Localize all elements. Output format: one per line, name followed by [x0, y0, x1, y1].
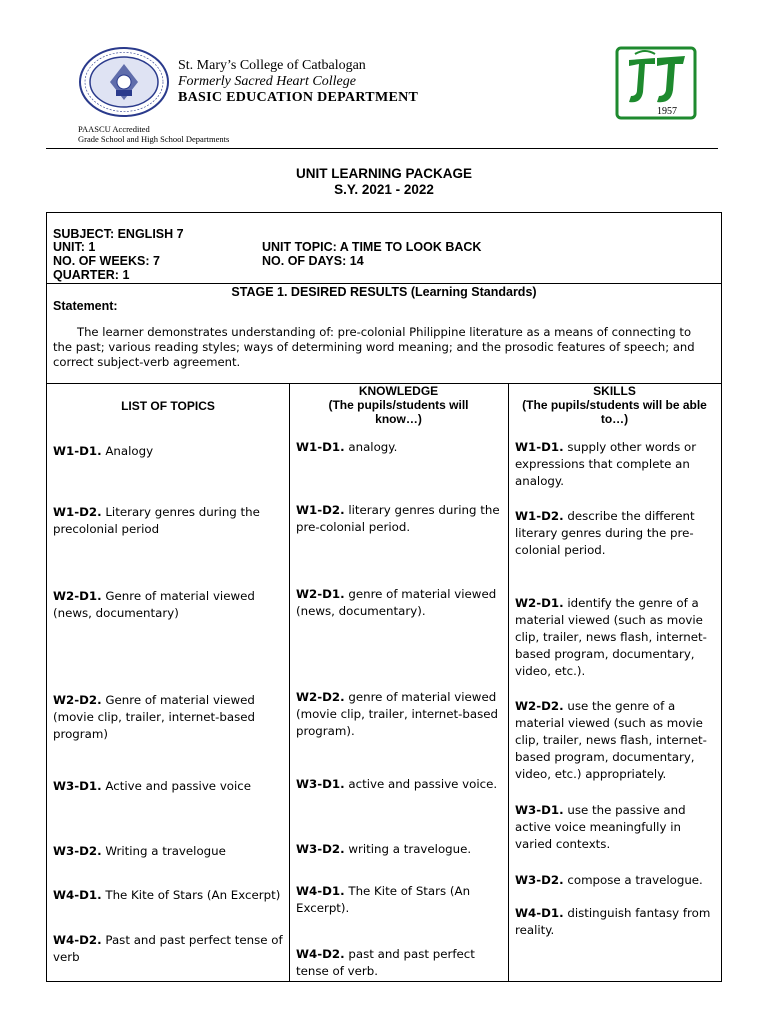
topics-item	[53, 778, 285, 795]
topics-item	[53, 843, 285, 860]
knowledge-item-text: genre of material viewed (news, documentary).	[296, 587, 497, 618]
skills-item-text: compose a travelogue.	[563, 873, 703, 887]
knowledge-item-code: W3-D1.	[296, 777, 345, 791]
topics-item	[53, 692, 285, 743]
unit-label: UNIT: 1	[53, 240, 96, 254]
skills-item-code: W1-D2.	[515, 509, 564, 523]
skills-item-code: W4-D1.	[515, 906, 564, 920]
accreditation-scope: Grade School and High School Departments	[78, 134, 230, 144]
topics-item-text: Past and past perfect tense of verb	[53, 933, 283, 964]
column-divider	[508, 383, 509, 981]
topics-item-code: W1-D2.	[53, 505, 102, 519]
skills-item	[515, 508, 715, 559]
school-year: S.Y. 2021 - 2022	[334, 182, 434, 197]
topics-item-text: Active and passive voice	[101, 779, 252, 793]
skills-subtitle: (The pupils/students will be able to…)	[522, 398, 707, 426]
anniversary-logo	[615, 46, 697, 120]
skills-item-text: use the passive and active voice meaningfully in varied contexts.	[515, 803, 686, 851]
topics-item-code: W4-D1.	[53, 888, 102, 902]
skills-item-code: W3-D1.	[515, 803, 564, 817]
skills-item-code: W2-D1.	[515, 596, 564, 610]
header-divider	[46, 148, 718, 149]
knowledge-item-text: active and passive voice.	[344, 777, 498, 791]
knowledge-item	[296, 883, 501, 917]
knowledge-subtitle: (The pupils/students will know…)	[328, 398, 469, 426]
topics-item-text: Genre of material viewed (movie clip, trailer, internet-based program)	[53, 693, 255, 741]
logo-year: 1957	[657, 106, 677, 117]
topics-item-code: W4-D2.	[53, 933, 102, 947]
subject-label: SUBJECT: ENGLISH 7	[53, 227, 184, 241]
skills-column-header	[508, 384, 721, 426]
skills-item-code: W1-D1.	[515, 440, 564, 454]
knowledge-item-code: W4-D1.	[296, 884, 345, 898]
knowledge-item	[296, 946, 501, 980]
topics-item-code: W1-D1.	[53, 444, 102, 458]
skills-item	[515, 872, 715, 889]
knowledge-item-text: writing a travelogue.	[344, 842, 472, 856]
knowledge-item-text: The Kite of Stars (An Excerpt).	[296, 884, 471, 915]
topics-item	[53, 932, 285, 966]
skills-title: SKILLS	[593, 384, 636, 398]
knowledge-item	[296, 776, 501, 793]
quarter-label: QUARTER: 1	[53, 268, 130, 282]
learning-package-table	[46, 212, 722, 982]
skills-item-text: describe the different literary genres during the pre-colonial period.	[515, 509, 695, 557]
knowledge-item-code: W3-D2.	[296, 842, 345, 856]
knowledge-item	[296, 689, 501, 740]
topics-item	[53, 443, 285, 460]
skills-item	[515, 802, 715, 853]
topics-item-code: W2-D2.	[53, 693, 102, 707]
skills-item-text: use the genre of a material viewed (such as movie clip, trailer, news flash, internet-based program, documentary, video, etc.) appropriately.	[515, 699, 707, 781]
knowledge-title: KNOWLEDGE	[358, 384, 439, 398]
knowledge-item	[296, 439, 501, 456]
department-name: BASIC EDUCATION DEPARTMENT	[178, 90, 419, 105]
knowledge-item-text: literary genres during the pre-colonial period.	[296, 503, 500, 534]
topics-item-code: W3-D2.	[53, 844, 102, 858]
topics-item-code: W2-D1.	[53, 589, 102, 603]
knowledge-item-text: analogy.	[344, 440, 398, 454]
knowledge-item	[296, 841, 501, 858]
skills-item-text: distinguish fantasy from reality.	[515, 906, 711, 937]
skills-item-code: W3-D2.	[515, 873, 564, 887]
info-divider	[47, 283, 721, 284]
topics-item	[53, 588, 285, 622]
column-divider	[289, 383, 290, 981]
knowledge-item-code: W1-D2.	[296, 503, 345, 517]
weeks-label: NO. OF WEEKS: 7	[53, 254, 160, 268]
statement-label: Statement:	[53, 299, 118, 313]
skills-item	[515, 698, 715, 783]
days-label: NO. OF DAYS: 14	[262, 254, 364, 268]
skills-item-code: W2-D2.	[515, 699, 564, 713]
accreditation-text: PAASCU Accredited	[78, 124, 150, 134]
topics-item-code: W3-D1.	[53, 779, 102, 793]
knowledge-item-text: genre of material viewed (movie clip, trailer, internet-based program).	[296, 690, 498, 738]
school-former-name: Formerly Sacred Heart College	[178, 74, 356, 89]
knowledge-item	[296, 586, 501, 620]
topics-column-header: LIST OF TOPICS	[121, 399, 215, 413]
college-seal-logo	[78, 46, 170, 118]
topics-item-text: The Kite of Stars (An Excerpt)	[101, 888, 281, 902]
knowledge-column-header	[289, 384, 508, 426]
statement-text: The learner demonstrates understanding of: pre-colonial Philippine literature as a means of connecting to the past; various reading styles; ways of determining word meaning; and the prosodic features of speech; and correct subject-verb agreement.	[53, 325, 695, 369]
topics-item	[53, 887, 285, 904]
knowledge-item	[296, 502, 501, 536]
skills-item	[515, 905, 715, 939]
knowledge-item-code: W1-D1.	[296, 440, 345, 454]
knowledge-item-code: W2-D2.	[296, 690, 345, 704]
unit-topic-label: UNIT TOPIC: A TIME TO LOOK BACK	[262, 240, 482, 254]
school-name: St. Mary’s College of Catbalogan	[178, 58, 366, 73]
knowledge-item-code: W2-D1.	[296, 587, 345, 601]
topics-item-text: Literary genres during the precolonial period	[53, 505, 260, 536]
topics-item-text: Writing a travelogue	[101, 844, 226, 858]
knowledge-item-code: W4-D2.	[296, 947, 345, 961]
document-title: UNIT LEARNING PACKAGE	[295, 166, 472, 181]
skills-item-text: identify the genre of a material viewed (such as movie clip, trailer, news flash, internet-based program, documentary, video, etc.).	[515, 596, 707, 678]
topics-item	[53, 504, 285, 538]
skills-item	[515, 439, 715, 490]
skills-item-text: supply other words or expressions that complete an analogy.	[515, 440, 697, 488]
topics-item-text: Analogy	[101, 444, 154, 458]
skills-item	[515, 595, 715, 680]
knowledge-item-text: past and past perfect tense of verb.	[296, 947, 475, 978]
stage1-heading: STAGE 1. DESIRED RESULTS (Learning Standards)	[231, 285, 537, 299]
topics-item-text: Genre of material viewed (news, documentary)	[53, 589, 255, 620]
